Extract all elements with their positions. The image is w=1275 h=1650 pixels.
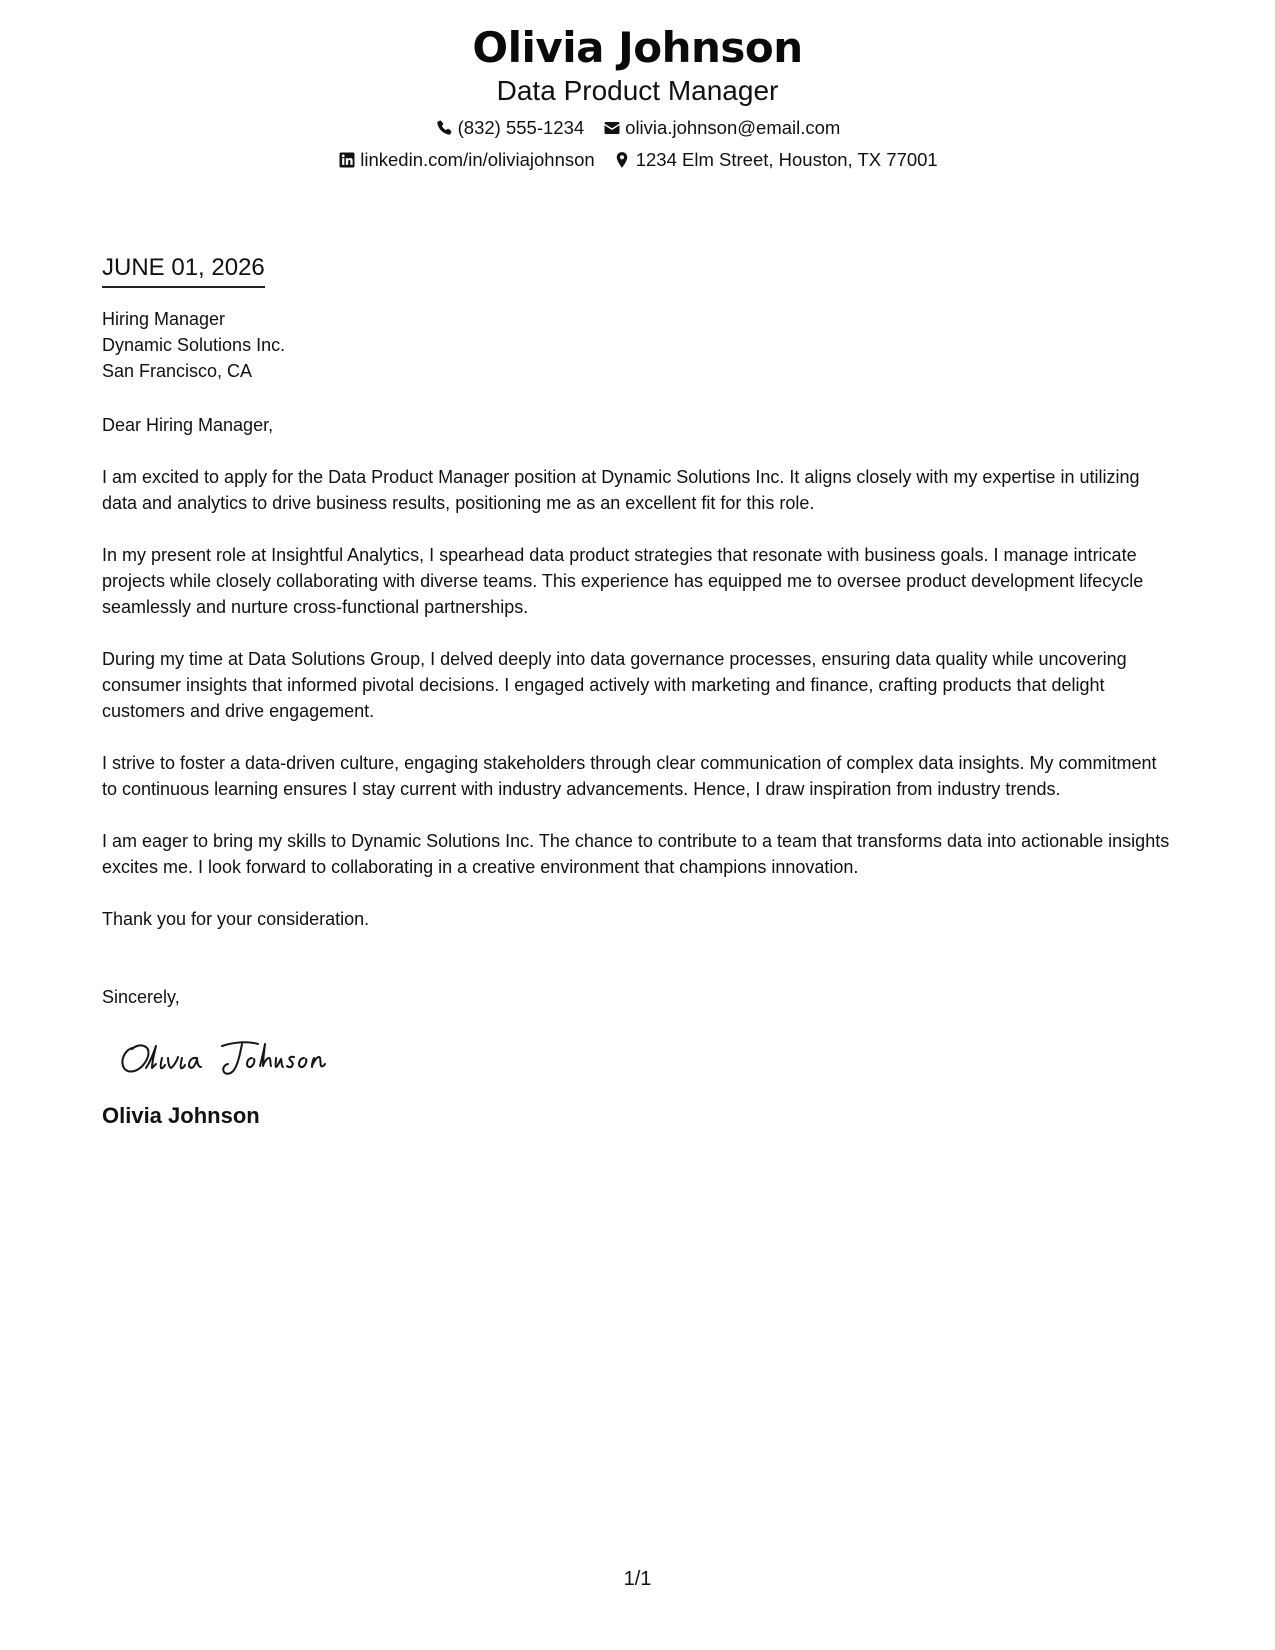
paragraph-thanks: Thank you for your consideration. [102,909,370,929]
paragraph-intro: I am excited to apply for the Data Product Manager position at Dynamic Solutions Inc. It aligns closely with my expertise in utilizing data and analytics to drive business results, positioning me as an excellent fit for this role. [102,467,1140,513]
contact-row-secondary [0,149,1275,171]
email-contact [602,117,840,139]
letter-header [0,22,1275,171]
linkedin-contact [337,149,594,171]
page-number: 1/1 [623,1568,652,1590]
envelope-icon [602,119,621,138]
map-pin-icon [613,151,632,170]
paragraph-current-role: In my present role at Insightful Analytics, I spearhead data product strategies that resonate with business goals. I manage intricate projects while closely collaborating with diverse teams. This experience has equipped me to oversee product development lifecycle seamlessly and nurture cross-functional partnerships. [102,545,1144,617]
recipient-block [102,306,1172,384]
paragraph-eagerness: I am eager to bring my skills to Dynamic Solutions Inc. The chance to contribute to a team that transforms data into actionable insights excites me. I look forward to collaborating in a creative environment that champions innovation. [102,831,1170,877]
recipient-location: San Francisco, CA [102,361,253,381]
signer-name: Olivia Johnson [102,1103,260,1128]
applicant-title: Data Product Manager [496,75,779,106]
letter-date: JUNE 01, 2026 [102,253,265,288]
recipient-line: Hiring Manager [102,309,226,329]
contact-row-primary [0,117,1275,139]
linkedin-icon [337,151,356,170]
applicant-name: Olivia Johnson [472,23,803,72]
email-address[interactable]: olivia.johnson@email.com [625,117,841,138]
phone-number: (832) 555-1234 [457,117,585,138]
linkedin-url[interactable]: linkedin.com/in/oliviajohnson [360,149,595,170]
paragraph-culture: I strive to foster a data-driven culture, engaging stakeholders through clear communication of complex data insights. My commitment to continuous learning ensures I stay current with industry advancements. Hence, I draw inspiration from industry trends. [102,753,1157,799]
paragraph-previous-role: During my time at Data Solutions Group, I delved deeply into data governance processes, ensuring data quality while uncovering consumer insights that informed pivotal decisions. I engaged actively with marketing and finance, crafting products that delight customers and drive engagement. [102,649,1127,721]
phone-contact [435,117,585,139]
closing: Sincerely, [102,987,180,1007]
salutation: Dear Hiring Manager, [102,415,274,435]
address-contact [613,149,938,171]
street-address: 1234 Elm Street, Houston, TX 77001 [635,149,938,170]
letter-body [102,253,1172,1130]
recipient-company: Dynamic Solutions Inc. [102,335,286,355]
signature-image [118,1034,348,1084]
phone-icon [435,119,454,138]
